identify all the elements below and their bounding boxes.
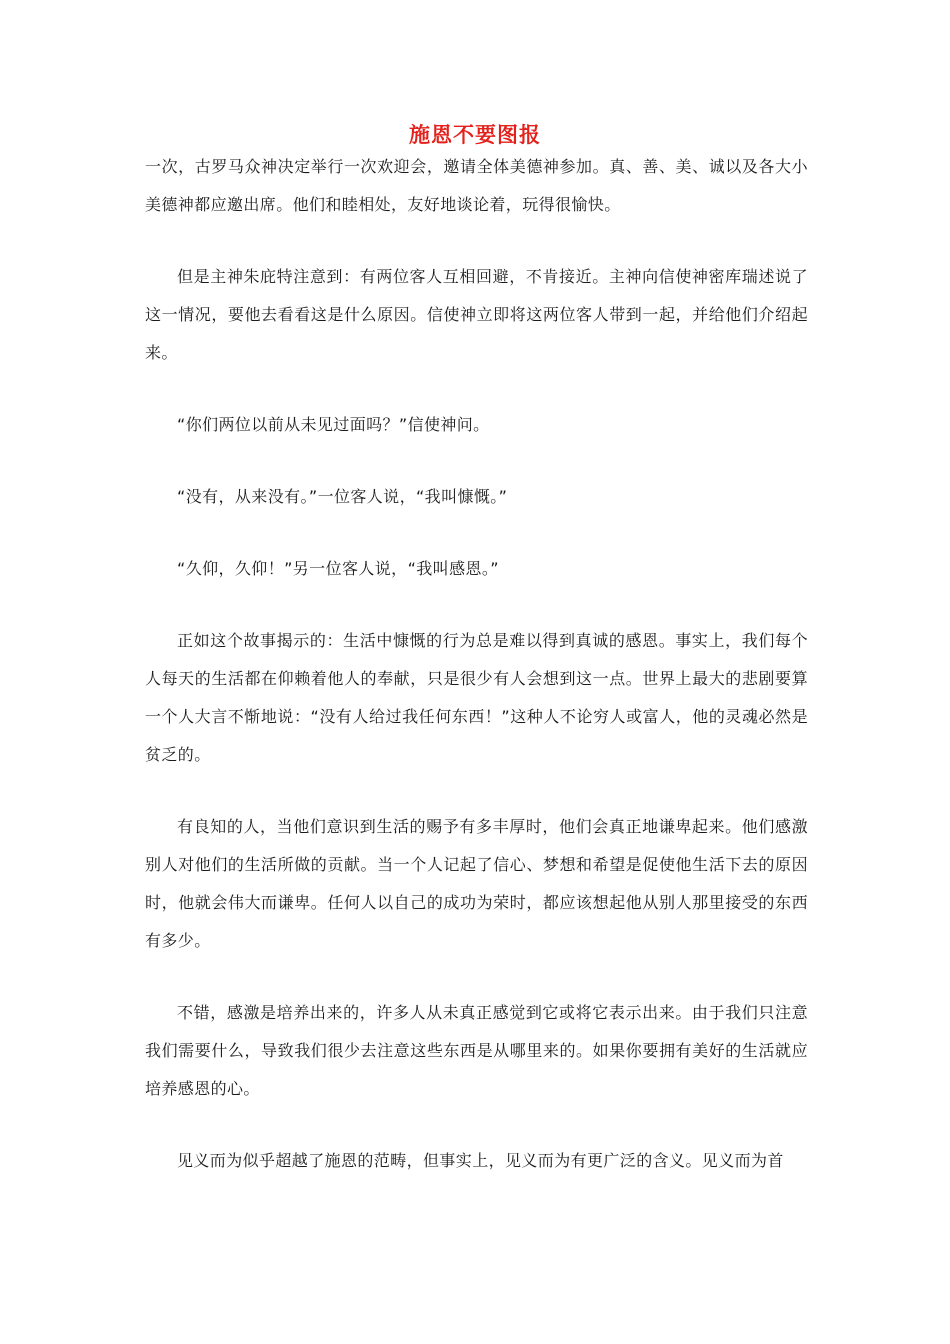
paragraph-3: “你们两位以前从未见过面吗？”信使神问。: [177, 415, 490, 434]
paragraph-2: 但是主神朱庇特注意到：有两位客人互相回避，不肯接近。主神向信使神密库瑞述说了这一情况，要他去看看这是什么原因。信使神立即将这两位客人带到一起，并给他们介绍起来。: [145, 267, 808, 362]
paragraph-6: 正如这个故事揭示的：生活中慷慨的行为总是难以得到真诚的感恩。事实上，我们每个人每天的生活都在仰赖着他人的奉献，只是很少有人会想到这一点。世界上最大的悲剧要算一个人大言不惭地说：“没有人给过我任何东西！”这种人不论穷人或富人，他的灵魂必然是贫乏的。: [145, 631, 808, 764]
document-title: 施恩不要图报: [409, 123, 541, 147]
paragraph-5: “久仰，久仰！”另一位客人说，“我叫感恩。”: [177, 559, 499, 578]
paragraph-9: 见义而为似乎超越了施恩的范畴，但事实上，见义而为有更广泛的含义。见义而为首: [177, 1151, 784, 1170]
paragraph-8: 不错，感激是培养出来的，许多人从未真正感觉到它或将它表示出来。由于我们只注意我们需要什么，导致我们很少去注意这些东西是从哪里来的。如果你要拥有美好的生活就应培养感恩的心。: [145, 1003, 808, 1098]
paragraph-7: 有良知的人，当他们意识到生活的赐予有多丰厚时，他们会真正地谦卑起来。他们感激别人对他们的生活所做的贡献。当一个人记起了信心、梦想和希望是促使他生活下去的原因时，他就会伟大而谦卑。任何人以自己的成功为荣时，都应该想起他从别人那里接受的东西有多少。: [145, 817, 808, 950]
document-body: [145, 148, 808, 1214]
paragraph-1: 一次，古罗马众神决定举行一次欢迎会，邀请全体美德神参加。真、善、美、诚以及各大小美德神都应邀出席。他们和睦相处，友好地谈论着，玩得很愉快。: [145, 157, 808, 214]
paragraph-4: “没有，从来没有。”一位客人说，“我叫慷慨。”: [177, 487, 508, 506]
